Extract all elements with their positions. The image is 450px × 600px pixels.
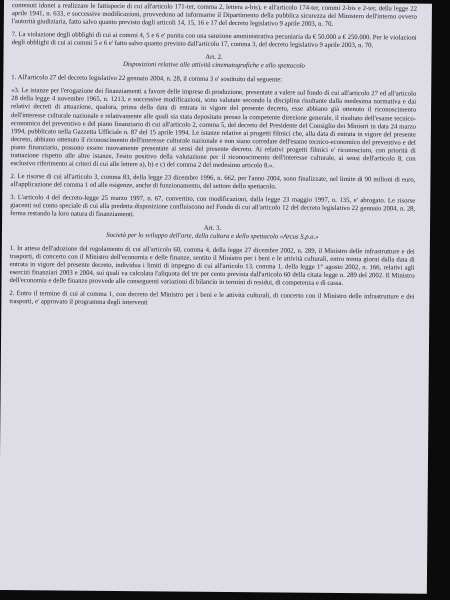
article-2-title: Art. 2. — [205, 53, 223, 62]
document-text — [9, 2, 417, 315]
paragraph-art2-2: 2. Le risorse di cui all'articolo 3, comma 83, della legge 23 dicembre 1996, n. 662, per l'anno 2004, sono finalizzate, nel limite di 90 milioni di euro, all'applicazione del comma 1 ed alle esigenze, anche di funzionamento, del settore dello spettacolo. — [10, 172, 416, 191]
paragraph-art3-2: 2. Entro il termine di cui al comma 1, con decreto del Ministro per i beni e le attività culturali, di concerto con il Ministro delle infrastrutture e dei trasporti, e' approvato il programma degli interventi — [9, 290, 415, 307]
paragraph-comma-7: 7. La violazione degli obblighi di cui ai commi 4, 5 e 6 e' punita con una sanzione amministrativa pecuniaria da € 50.000 a € 250.000. Per le violazioni degli obblighi di cui ai commi 5 e 6 e' fatto salvo quanto previsto dall'articolo 17, comma 3, del decreto legislativo 9 aprile 2003, n. 70. — [11, 31, 417, 50]
article-2-subtitle: Disposizioni relative alle attività cinematografiche e allo spettacolo — [122, 61, 305, 70]
article-3-subtitle: Società per lo sviluppo dell'arte, della cultura e dello spettacolo «Arcus S.p.a.» — [106, 232, 319, 241]
paragraph-art3-1: 1. In attesa dell'adozione del regolamento di cui all'articolo 60, comma 4, della legge 27 dicembre 2002, n. 289, il Ministro delle infrastrutture e dei trasporti, di concerto con il Ministro dell'economia e delle finanze, sentito il Ministro per i beni e le attività culturali, entro trenta giorni dalla data di entrata in vigore del presente decreto, individua i limiti di impegno di cui all'articolo 13, comma 1, della legge 1° agosto 2002, n. 166, relativi agli esercizi finanziari 2003 e 2004, sui quali va calcolata l'aliquota del tre per cento prevista dall'articolo 60 della citata legge n. 289 del 2002. Il Ministro dell'economia e delle finanze provvede alle conseguenti variazioni di bilancio in termini di residui, di competenza e di cassa. — [9, 245, 415, 288]
article-3-title: Art. 3. — [203, 224, 222, 232]
paragraph-continued: contenuti idonei a realizzare le fattispecie di cui all'articolo 171-ter, comma 2, lettera a-bis), e all'articolo 174-ter, commi 2-bis e 2-ter, della legge 22 aprile 1941, n. 633, e successive modificazioni, provvedono ad informarne il Dipartimento della pubblica sicurezza del Ministero dell'interno ovvero l'autorità giudiziaria, fatto salvo quanto previsto dagli articoli 14, 15, 16 e 17 del decreto legislativo 9 aprile 2003, n. 70. — [11, 2, 417, 28]
paragraph-art2-quote: «3. Le istanze per l'erogazione dei finanziamenti a favore delle imprese di produzione, presentate a valere sul fondo di cui all'articolo 27 ed all'articolo 28 della legge 4 novembre 1965, n. 1213, e successive modificazioni, sono valutate secondo la disciplina risultante dalla medesima normativa e dai relativi decreti di attuazione, qualora, prima della data di entrata in vigore del presente decreto, esse abbiano già ottenuto il riconoscimento dell'interesse culturale nazionale e relativamente alle quali sia stata depositato presso la competente direzione generale, il risultato dell'esame tecnico-economico del preventivo e del piano finanziario di cui all'articolo 2, comma 5, del decreto del Presidente del Consiglio dei Ministri in data 24 marzo 1994, pubblicato nella Gazzetta Ufficiale n. 87 del 15 aprile 1994. Le istanze relative ai progetti filmici che, alla data di entrata in vigore del presente decreto, abbiano ottenuto il riconoscimento dell'interesse culturale nazionale e non siano corredate dell'esame tecnico-economico del preventivo e del piano finanziario, possono essere nuovamente presentate ai sensi del presente decreto. Ai relativi progetti filmici e' riconosciuto, con priorità di trattazione rispetto alle altre istanze, l'esito positivo della valutazione per il riconoscimento dell'interesse culturale, ai sensi dell'articolo 8, con esclusivo riferimento ai criteri di cui alle lettere a), b) e c) del comma 2 del medesimo articolo 8.». — [10, 87, 417, 170]
paragraph-art2-1: 1. All'articolo 27 del decreto legislativo 22 gennaio 2004, n. 28, il comma 3 e' sostituito dal seguente: — [11, 74, 283, 84]
paragraph-art2-3: 3. L'articolo 4 del decreto-legge 25 marzo 1997, n. 67, convertito, con modificazioni, dalla legge 23 maggio 1997, n. 135, e' abrogato. Le risorse giacenti sul conto speciale di cui alla predetta disposizione confluiscono nel Fondo di cui all'articolo 12 del decreto legislativo 22 gennaio 2004, n. 28, ferma restando la loro natura di finanziamenti. — [10, 193, 416, 219]
